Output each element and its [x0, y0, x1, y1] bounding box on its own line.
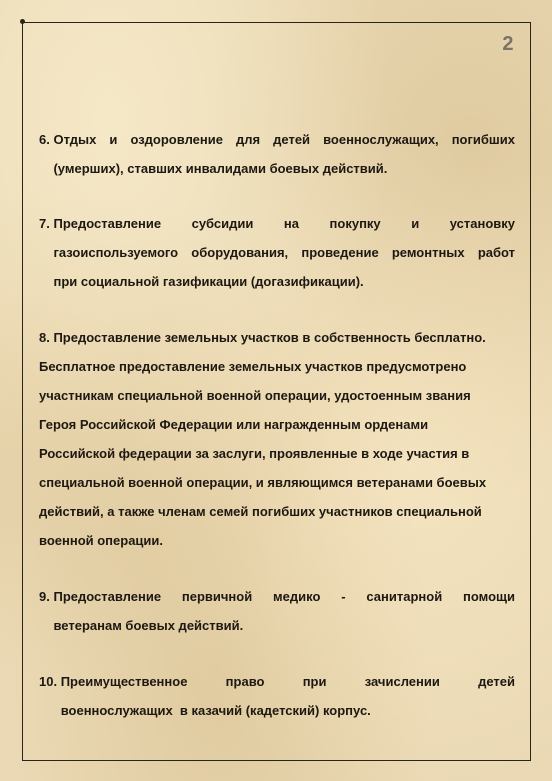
- frame-corner-dot: [20, 19, 25, 24]
- text-line: Предоставление первичной медико - санитарной помощи: [53, 589, 515, 604]
- page-number: 2: [502, 33, 514, 55]
- text-line: ветеранам боевых действий.: [53, 618, 244, 633]
- text-line: военнослужащих в казачий (кадетский) корпус.: [60, 703, 371, 718]
- item-text: [53, 209, 515, 296]
- text-line: Бесплатное предоставление земельных участков предусмотрено: [39, 359, 467, 374]
- text-line: военной операции.: [39, 533, 164, 548]
- text-line: Героя Российской Федерации или награжденным орденами: [39, 417, 429, 432]
- text-line: действий, а также членам семей погибших участников специальной: [39, 504, 482, 519]
- text-line: Предоставление субсидии на покупку и установку: [53, 216, 515, 231]
- item-text: [53, 582, 515, 640]
- item-number: 6.: [39, 132, 50, 147]
- item-number: 10.: [39, 674, 58, 689]
- item-text: [61, 667, 515, 725]
- text-line: Отдых и оздоровление для детей военнослужащих, погибших: [53, 132, 515, 147]
- text-line: газоиспользуемого оборудования, проведение ремонтных работ: [53, 245, 515, 260]
- item-text: [53, 125, 515, 183]
- list-item-7: [39, 209, 515, 296]
- text-line: (умерших), ставших инвалидами боевых действий.: [53, 161, 388, 176]
- document-body: [39, 125, 515, 725]
- item-number: 7.: [39, 216, 50, 231]
- text-line: при социальной газификации (догазификации).: [53, 274, 364, 289]
- text-line: Российской федерации за заслуги, проявленные в ходе участия в: [39, 446, 470, 461]
- text-line: специальной военной операции, и являющимся ветеранами боевых: [39, 475, 487, 490]
- list-item-8: [39, 323, 515, 555]
- item-heading: 8. Предоставление земельных участков в собственность бесплатно.: [39, 330, 486, 345]
- list-item-10: [39, 667, 515, 725]
- text-line: участникам специальной военной операции, удостоенным звания: [39, 388, 471, 403]
- list-item-9: [39, 582, 515, 640]
- item-number: 9.: [39, 589, 50, 604]
- text-line: Преимущественное право при зачислении детей: [60, 674, 515, 689]
- list-item-6: [39, 125, 515, 183]
